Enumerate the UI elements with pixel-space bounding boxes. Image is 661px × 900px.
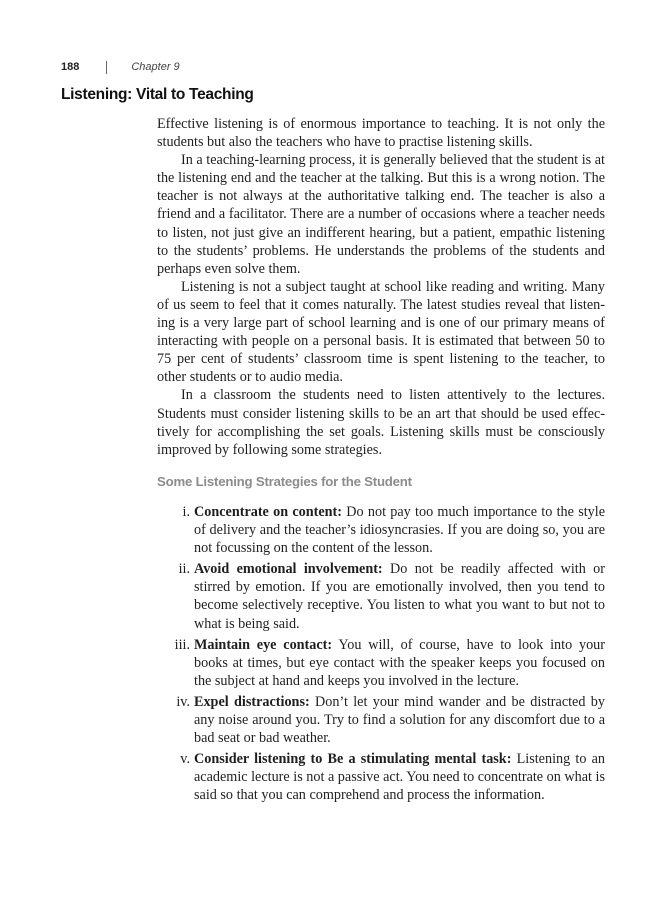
list-item-body (194, 560, 605, 632)
section-body (157, 115, 605, 459)
list-item (160, 503, 605, 557)
list-numeral: v. (180, 751, 190, 768)
list-item (160, 750, 605, 804)
list-item-body (194, 636, 605, 690)
list-item-heading: Maintain eye contact: (194, 636, 333, 653)
list-item-heading: Consider listening to Be a stimulating mental task: (194, 751, 512, 768)
running-head (61, 58, 180, 76)
list-numeral: i. (182, 504, 190, 520)
paragraph: Effective listening is of enormous importance to teaching. It is not only the students but also the teachers who have to practise listening skills. (157, 116, 605, 151)
paragraph: Listening is not a subject taught at school like reading and writing. Many of us seem to feel that it comes naturally. The latest studies reveal that listening is a very large part of school learning and is one of our primary means of interacting with people on a personal basis. It is estimated that between 50 to 75 per cent of students’ classroom time is spent listening to the teacher, to other students or to audio media. (157, 278, 605, 386)
list-item-text: Don’t let your mind wander and be distracted by any noise around you. Try to find a solution for any discomfort due to a bad seat or bad weather. (194, 693, 605, 747)
list-numeral: iv. (176, 693, 190, 710)
list-item-text: You will, of course, have to look into your books at times, but eye contact with the speaker keeps you focused on the subject at hand and keeps you involved in the lecture. (194, 636, 605, 689)
list-item (160, 636, 605, 690)
chapter-label: Chapter 9 (131, 61, 180, 73)
page-number: 188 (61, 61, 80, 73)
list-numeral: ii. (178, 561, 190, 578)
list-item-body (194, 693, 605, 747)
list-item-text: Do not pay too much importance to the style of delivery and the teacher’s idiosyncrasies. If you are doing so, you are not focussing on the content of the lesson. (194, 504, 605, 557)
paragraph: In a classroom the students need to listen attentively to the lectures. Students must consider listening skills to be an art that should be used effectively for accomplishing the set goals. Listening skills must be consciously improved by following some strategies. (157, 387, 605, 458)
header-divider (106, 61, 107, 74)
list-numeral: iii. (174, 636, 190, 653)
list-item-text: Do not be readily affected with or stirred by emotion. If you are emotionally involved, then you tend to become selectively receptive. You listen to what you want to but not to what is being said. (194, 561, 605, 632)
strategy-list (160, 503, 605, 808)
list-item-heading: Expel distractions: (194, 693, 310, 710)
list-item-heading: Concentrate on content: (194, 504, 343, 520)
list-item (160, 560, 605, 632)
section-title: Listening: Vital to Teaching (61, 86, 254, 103)
subsection-title: Some Listening Strategies for the Student (157, 474, 412, 489)
list-item-text: Listening to an academic lecture is not a passive act. You need to concentrate on what is said so that you can comprehend and process the information. (194, 751, 605, 804)
list-item-heading: Avoid emotional involvement: (194, 561, 383, 578)
list-item-body (194, 750, 605, 804)
list-item-body (194, 503, 605, 557)
list-item (160, 693, 605, 747)
paragraph: In a teaching-learning process, it is generally believed that the student is at the listening end and the teacher at the talking. But this is a wrong notion. The teacher is not always at the authoritative talking end. The teacher is also a friend and a facilitator. There are a number of occasions where a teacher needs to listen, not just give an indifferent hearing, but a patient, empathic listening to the students’ problems. He understands the problems of the students and perhaps even solve them. (157, 152, 605, 277)
